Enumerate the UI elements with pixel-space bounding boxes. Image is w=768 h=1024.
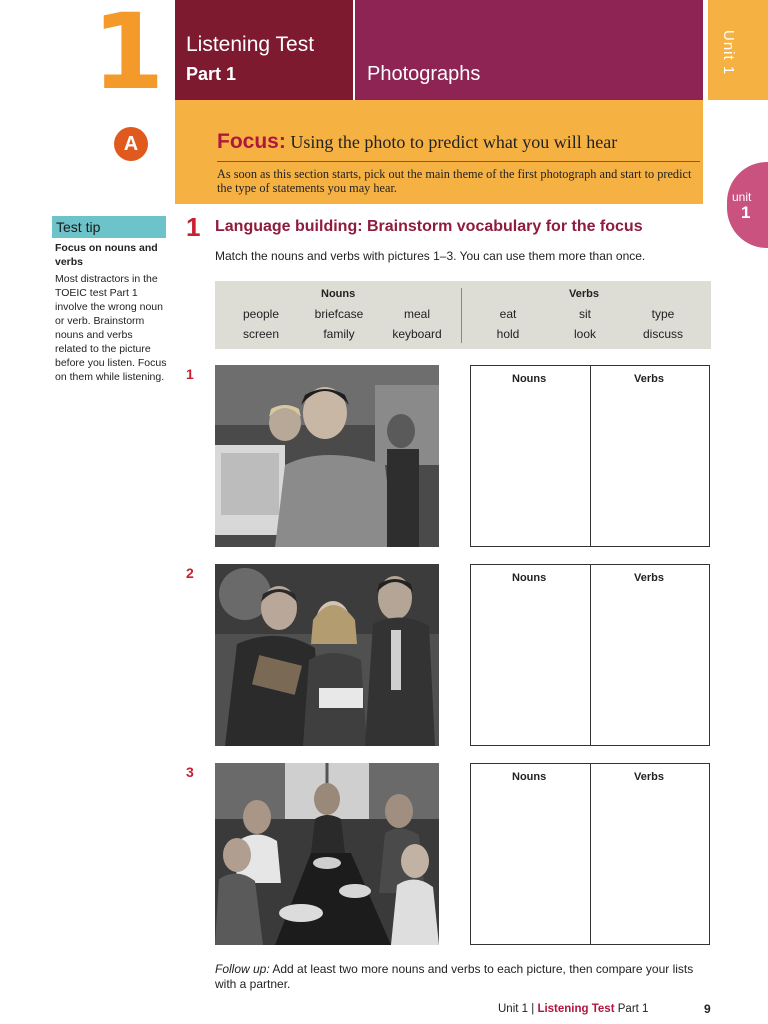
family-meal-photo — [215, 763, 439, 945]
grid-nouns-header: Nouns — [512, 572, 547, 584]
test-tip-subheading: Focus on nouns and verbs — [55, 242, 158, 268]
grid-verbs-header: Verbs — [634, 771, 664, 783]
unit-numeral: 1 — [92, 0, 165, 113]
verb-word: discuss — [642, 327, 683, 341]
office-computer-photo — [215, 365, 439, 547]
noun-word: people — [242, 307, 280, 321]
follow-up-text — [215, 962, 715, 992]
picture-number: 1 — [186, 366, 194, 382]
header-section-name: Photographs — [367, 63, 481, 85]
grid-verbs-header: Verbs — [634, 572, 664, 584]
nouns-heading: Nouns — [321, 288, 356, 300]
answer-grid[interactable] — [470, 365, 710, 547]
verb-word: sit — [579, 307, 591, 321]
focus-heading — [217, 130, 617, 154]
noun-word: keyboard — [392, 327, 442, 341]
vocabulary-divider — [461, 288, 462, 343]
test-tip-body: Most distractors in the TOEIC test Part 1 involve the wrong noun or verb. Brainstorm nouns and verbs related to the picture before you listen. Focus on them while listening. — [55, 273, 167, 383]
verb-word: look — [573, 327, 596, 341]
footer-part: Part 1 — [617, 1003, 649, 1015]
grid-verbs-header: Verbs — [634, 373, 664, 385]
focus-label: Focus: — [217, 130, 286, 153]
grid-divider — [590, 565, 591, 745]
page-number: 9 — [704, 1002, 711, 1016]
picture-number: 2 — [186, 565, 194, 581]
exercise-instruction: Match the nouns and verbs with pictures 1–3. You can use them more than once. — [215, 249, 646, 263]
answer-grid[interactable] — [470, 763, 710, 945]
unit-tab-label: unit — [732, 190, 752, 204]
grid-nouns-header: Nouns — [512, 373, 547, 385]
focus-divider — [217, 161, 700, 162]
verb-word: hold — [496, 327, 520, 341]
business-people-photo — [215, 564, 439, 746]
header-unit-label: Unit 1 — [720, 30, 737, 76]
follow-up-body: Add at least two more nouns and verbs to each picture, then compare your lists with a partner. — [215, 962, 694, 991]
picture-number: 3 — [186, 764, 194, 780]
header-part: Part 1 — [186, 64, 237, 84]
verb-word: eat — [499, 307, 517, 321]
answer-grid[interactable] — [470, 564, 710, 746]
footer-unit: Unit 1 | — [498, 1003, 535, 1015]
verbs-heading: Verbs — [569, 288, 599, 300]
grid-nouns-header: Nouns — [512, 771, 547, 783]
noun-word: meal — [403, 307, 430, 321]
header-title: Listening Test — [186, 33, 315, 56]
exercise-title: Language building: Brainstorm vocabulary for the focus — [215, 218, 643, 235]
exercise-number: 1 — [186, 212, 201, 242]
grid-divider — [590, 764, 591, 944]
verb-word: type — [651, 307, 675, 321]
focus-title: Using the photo to predict what you will hear — [290, 132, 618, 152]
unit-tab-number: 1 — [741, 203, 751, 222]
header-unit-block — [708, 0, 768, 100]
noun-word: briefcase — [314, 307, 364, 321]
footer-section: Listening Test — [537, 1003, 615, 1015]
follow-up-label: Follow up: — [215, 962, 270, 976]
noun-word: family — [323, 327, 355, 341]
noun-word: screen — [242, 327, 280, 341]
footer-running-head — [498, 1003, 648, 1015]
focus-text: As soon as this section starts, pick out the main theme of the first photograph and start to predict the type of statements you may hear. — [217, 167, 692, 195]
test-tip-heading: Test tip — [52, 216, 166, 238]
grid-divider — [590, 366, 591, 546]
section-a-badge: A — [114, 127, 148, 161]
